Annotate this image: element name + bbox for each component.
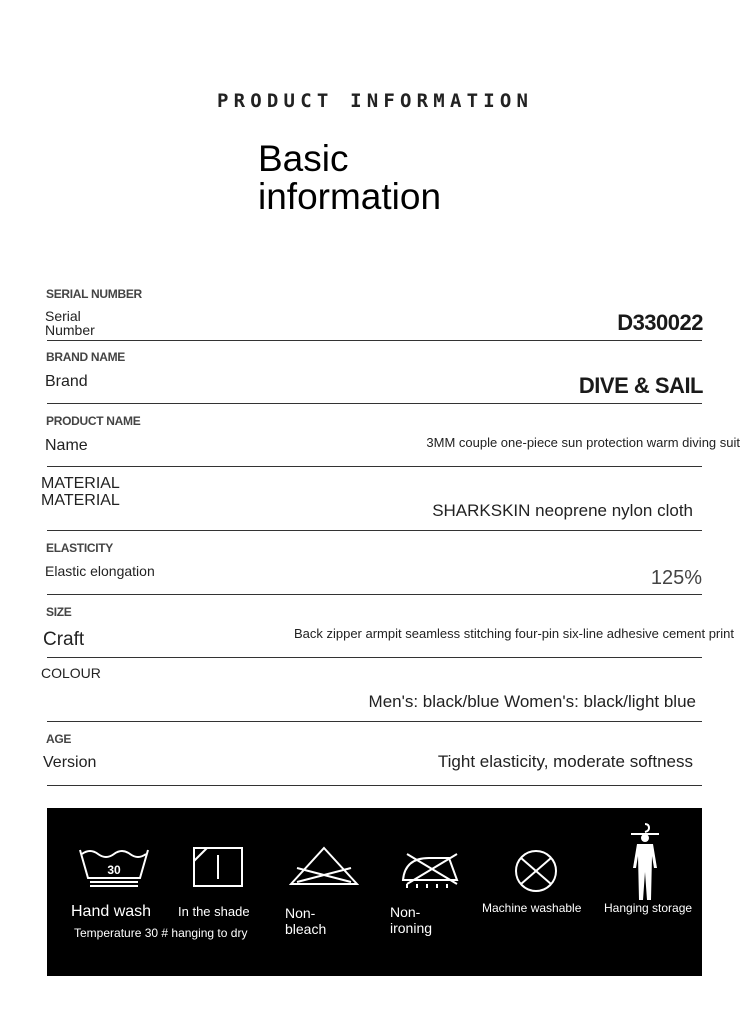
non-ironing-label: Non-ironing	[390, 904, 433, 936]
row-caption: PRODUCT NAME	[46, 414, 141, 428]
divider	[47, 785, 702, 786]
divider	[47, 340, 702, 341]
divider	[47, 657, 702, 658]
divider	[47, 466, 702, 467]
row-label: Craft	[43, 629, 85, 650]
machine-wash-label: Machine washable	[482, 901, 582, 915]
row-value: 3MM couple one-piece sun protection warm diving suit	[426, 435, 740, 450]
row-label: Elastic elongation	[45, 563, 155, 579]
shade-label: In the shade	[178, 904, 250, 919]
row-value: D330022	[617, 310, 703, 335]
row-value: SHARKSKIN neoprene nylon cloth	[432, 501, 693, 520]
machine-wash-icon	[513, 850, 559, 892]
divider	[47, 530, 702, 531]
divider	[47, 403, 702, 404]
row-caption: SERIAL NUMBER	[46, 287, 142, 301]
row-caption: AGE	[46, 732, 72, 746]
row-caption: COLOUR	[41, 665, 101, 681]
row-caption: BRAND NAME	[46, 350, 125, 364]
row-value: Back zipper armpit seamless stitching four-pin six-line adhesive cement print	[293, 626, 734, 641]
row-label: Brand	[45, 373, 88, 390]
non-bleach-icon	[289, 846, 359, 888]
hand-wash-label: Hand wash	[71, 903, 152, 920]
row-value: DIVE & SAIL	[578, 373, 703, 398]
row-caption: MATERIAL	[41, 475, 120, 492]
row-value: Tight elasticity, moderate softness	[437, 752, 693, 771]
row-caption: ELASTICITY	[46, 541, 114, 555]
temperature-note: Temperature 30 # hanging to dry	[74, 926, 248, 940]
divider	[47, 721, 702, 722]
row-label: Serial Number	[45, 308, 95, 338]
row-label: Version	[43, 754, 97, 771]
hanging-suit-icon	[627, 822, 663, 902]
page-header: PRODUCT INFORMATION	[217, 90, 534, 112]
non-bleach-label: Non-bleach	[285, 905, 327, 937]
non-ironing-icon	[399, 850, 463, 890]
page-title: Basic information	[258, 138, 442, 217]
wash-temp: 30	[107, 863, 121, 877]
row-value: Men's: black/blue Women's: black/light blue	[368, 692, 696, 711]
hanging-label: Hanging storage	[604, 901, 693, 915]
row-label: Name	[45, 437, 88, 454]
row-caption: SIZE	[46, 605, 72, 619]
row-value: 125%	[650, 567, 702, 589]
care-panel	[47, 808, 702, 976]
shade-dry-icon	[193, 847, 243, 887]
row-label: MATERIAL	[41, 492, 120, 509]
divider	[47, 594, 702, 595]
hand-wash-icon	[78, 846, 150, 888]
